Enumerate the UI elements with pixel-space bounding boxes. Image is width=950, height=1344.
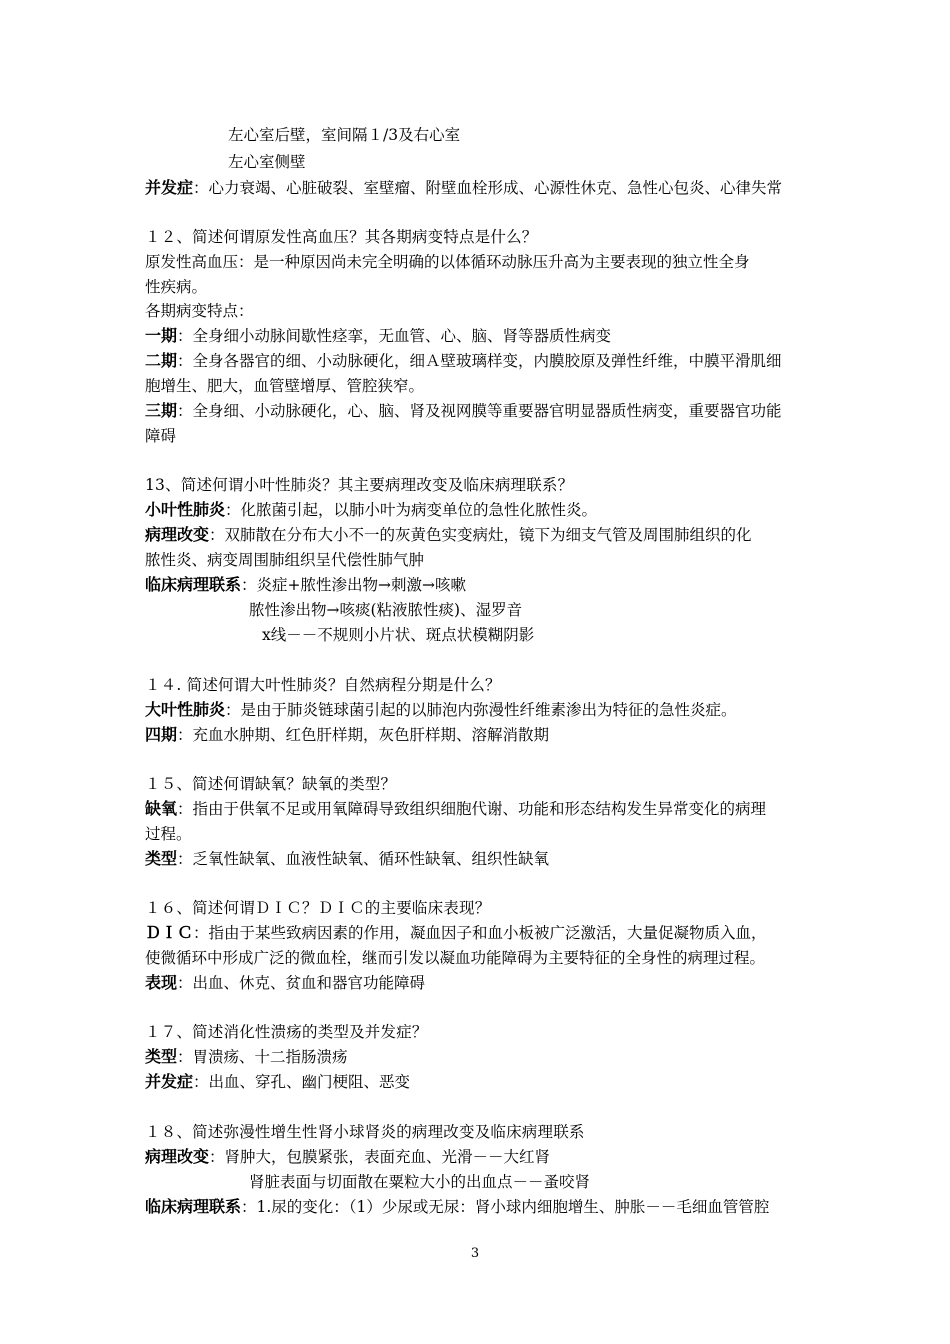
question-heading: １２、简述何谓原发性高血压？其各期病变特点是什么？ [145, 228, 538, 246]
bold-term: 临床病理联系 [145, 575, 242, 594]
bold-term: 表现 [145, 973, 178, 992]
text-line: 类型：胃溃疡、十二指肠溃疡 [145, 1047, 348, 1066]
bold-term: 三期 [145, 401, 178, 420]
text-line: 临床病理联系：炎症+脓性渗出物→刺激→咳嗽 [145, 575, 466, 594]
text-line: 大叶性肺炎：是由于肺炎链球菌引起的以肺泡内弥漫性纤维素渗出为特征的急性炎症。 [145, 700, 737, 719]
text-line: x线－－不规则小片状、斑点状模糊阴影 [262, 626, 535, 644]
bold-term: 并发症 [145, 1072, 194, 1091]
text-line: 三期：全身细、小动脉硬化，心、脑、肾及视网膜等重要器官明显器质性病变，重要器官功能 [145, 401, 782, 420]
question-heading: １８、简述弥漫性增生性肾小球肾炎的病理改变及临床病理联系 [145, 1123, 585, 1141]
bold-term: 临床病理联系 [145, 1197, 242, 1216]
question-heading: 13、简述何谓小叶性肺炎？其主要病理改变及临床病理联系？ [145, 476, 574, 494]
text-line: 性疾病。 [145, 278, 208, 296]
text-line: 表现：出血、休克、贫血和器官功能障碍 [145, 973, 426, 992]
bold-term: 小叶性肺炎 [145, 500, 226, 519]
text-line: 胞增生、肥大，血管壁增厚、管腔狭窄。 [145, 377, 425, 395]
page-number: 3 [470, 1246, 480, 1261]
text-line: 使微循环中形成广泛的微血栓，继而引发以凝血功能障碍为主要特征的全身性的病理过程。 [145, 949, 766, 967]
text-line: 肾脏表面与切面散在粟粒大小的出血点－－蚤咬肾 [249, 1173, 591, 1191]
text-line: 脓性渗出物→咳痰(粘液脓性痰)、湿罗音 [249, 601, 523, 619]
text-line: 病理改变：双肺散在分布大小不一的灰黄色实变病灶，镜下为细支气管及周围肺组织的化 [145, 525, 752, 544]
bold-term: 并发症 [145, 178, 194, 197]
text-line: 类型：乏氧性缺氧、血液性缺氧、循环性缺氧、组织性缺氧 [145, 849, 550, 868]
text-line: 并发症：心力衰竭、心脏破裂、室壁瘤、附壁血栓形成、心源性休克、急性心包炎、心律失常 [145, 178, 783, 197]
bold-term: 二期 [145, 351, 178, 370]
text-line: 左心室后壁，室间隔１/3及右心室 [228, 126, 461, 144]
bold-term: 类型 [145, 849, 178, 868]
bold-term: 类型 [145, 1047, 178, 1066]
bold-term: 一期 [145, 326, 178, 345]
text-line: 左心室侧壁 [228, 153, 306, 171]
bold-term: 缺氧 [145, 799, 178, 818]
text-line: 一期：全身细小动脉间歇性痉挛，无血管、心、脑、肾等器质性病变 [145, 326, 612, 345]
text-line: 障碍 [145, 427, 177, 445]
text-line: 临床病理联系：1.尿的变化：（1）少尿或无尿：肾小球内细胞增生、肿胀－－毛细血管管腔 [145, 1197, 770, 1216]
text-line: 病理改变：肾肿大，包膜紧张，表面充血、光滑－－大红肾 [145, 1147, 551, 1166]
text-line: 脓性炎、病变周围肺组织呈代偿性肺气肿 [145, 551, 425, 569]
question-heading: １５、简述何谓缺氧？缺氧的类型？ [145, 775, 397, 793]
text-line: 四期：充血水肿期、红色肝样期，灰色肝样期、溶解消散期 [145, 725, 550, 744]
text-line: 二期：全身各器官的细、小动脉硬化，细Ａ壁玻璃样变，内膜胶原及弹性纤维，中膜平滑肌细 [145, 351, 782, 370]
bold-term: ＤＩＣ [145, 923, 194, 942]
bold-term: 大叶性肺炎 [145, 700, 226, 719]
question-heading: １７、简述消化性溃疡的类型及并发症？ [145, 1023, 428, 1041]
text-line: ＤＩＣ：指由于某些致病因素的作用，凝血因子和血小板被广泛激活，大量促凝物质入血， [145, 923, 767, 942]
question-heading: １４. 简述何谓大叶性肺炎？自然病程分期是什么？ [145, 676, 501, 694]
text-line: 原发性高血压：是一种原因尚未完全明确的以体循环动脉压升高为主要表现的独立性全身 [145, 253, 750, 271]
text-line: 缺氧：指由于供氧不足或用氧障碍导致组织细胞代谢、功能和形态结构发生异常变化的病理 [145, 799, 767, 818]
bold-term: 病理改变 [145, 525, 210, 544]
question-heading: １６、简述何谓ＤＩＣ？ＤＩＣ的主要临床表现？ [145, 899, 491, 917]
text-line: 过程。 [145, 825, 192, 843]
bold-term: 病理改变 [145, 1147, 210, 1166]
text-line: 并发症：出血、穿孔、幽门梗阻、恶变 [145, 1072, 411, 1091]
text-line: 各期病变特点： [145, 302, 254, 320]
bold-term: 四期 [145, 725, 178, 744]
text-line: 小叶性肺炎：化脓菌引起，以肺小叶为病变单位的急性化脓性炎。 [145, 500, 598, 519]
